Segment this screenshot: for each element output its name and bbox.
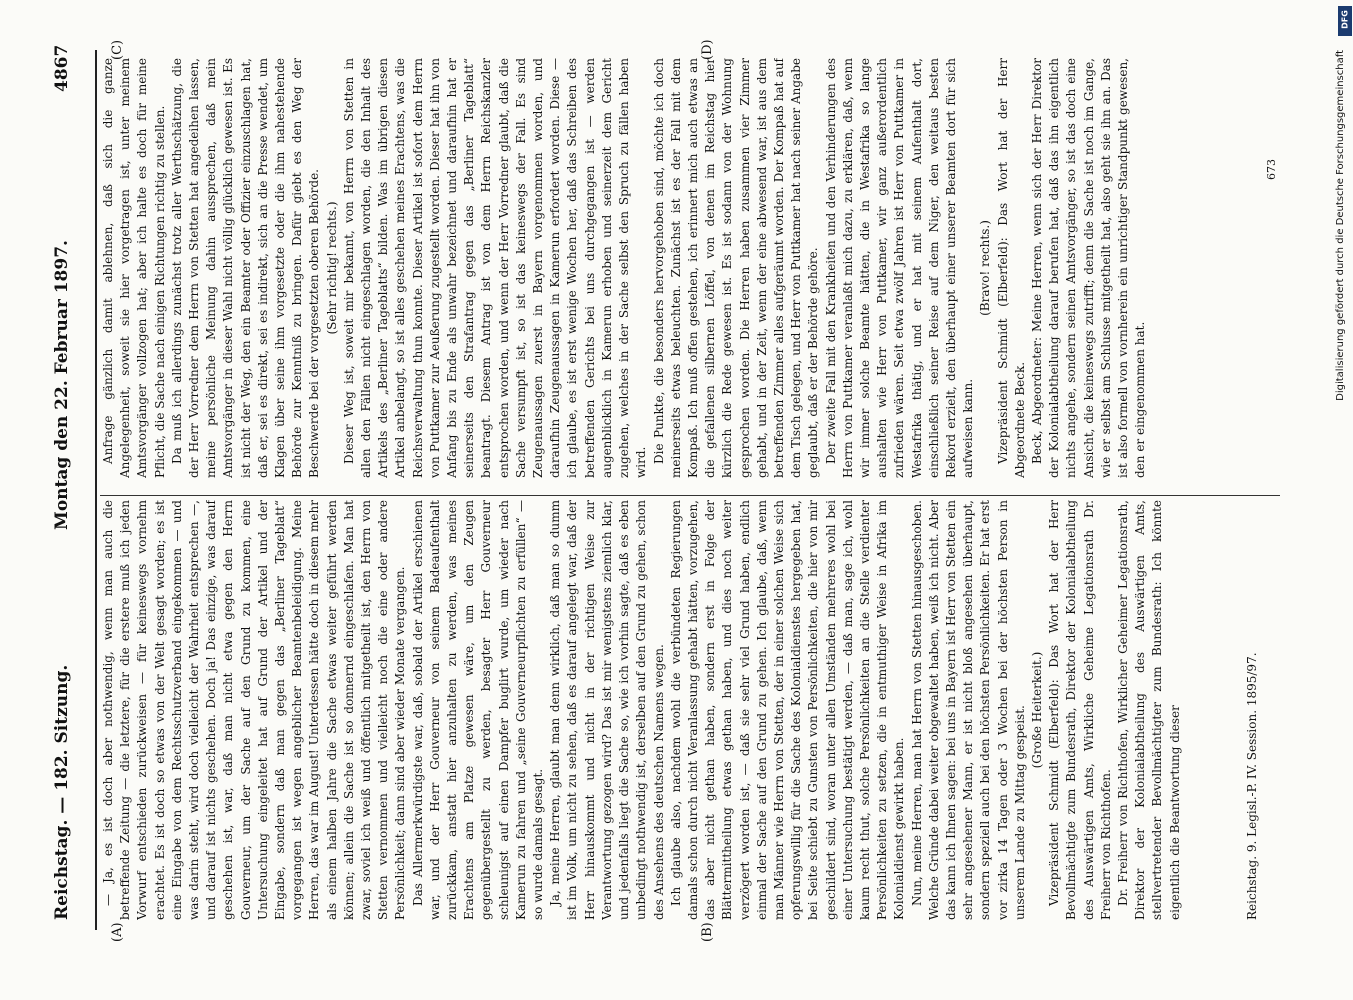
paragraph: Das Allermerkwürdigste war, daß, sobald der Artikel erschienen war, und der Herr Gouverneur von seinem Badeaufenthalt zurückkam, anstatt hier anzuhalten zu werden, was meines Erachtens am Platze gewesen wäre, um den Zeugen gegenübergestellt zu werden, besagter Herr Gouverneur schleunigst auf einen Dampfer buglirt wurde, um wieder nach Kamerun zu fahren und „seine Gouverneurpflichten zu erfüllen“ — so wurde damals gesagt. (410, 500, 546, 920)
paragraph: Beck, Abgeordneter: Meine Herren, wenn sich der Herr Direktor der Kolonialabtheilung darauf berufen hat, daß das ihn eigentlich nichts angehe, sondern seinen Amtsvorgänger, so ist das doch eine Ansicht, die keineswegs zutrifft; denn die Sache ist noch im Gange, wie er selbst am Schlusse mitgetheilt hat, also geht sie ihn an. Das ist also formell von vornherein ein unrichtiger Standpunkt gewesen, den er eingenommen hat. (1029, 58, 1148, 478)
paragraph: Dr. Freiherr von Richthofen, Wirklicher Geheimer Legationsrath, Direktor der Kolonialabtheilung des Auswärtigen Amts, stellvertretender Bevollmächtigter zum Bundesrath: Ich könnte eigentlich die Beantwortung dieser (1115, 500, 1182, 920)
paragraph: Nun, meine Herren, man hat Herrn von Stetten hinausgeschoben. Welche Gründe dabei weiter obgewaltet haben, weiß ich nicht. Aber das kann ich Ihnen sagen: bei uns in Bayern ist Herr von Stetten ein sehr angesehener Mann, er ist nicht bloß angesehen überhaupt, sondern speziell auch bei den höchsten Persönlichkeiten. Er hat erst vor zirka 14 Tagen oder 3 Wochen bei der höchsten Person in unserem Lande zu Mittag gespeist. (909, 500, 1027, 920)
header-rule (95, 50, 97, 930)
paragraph: — Ja, es ist doch aber nothwendig, wenn man auch die betreffende Zeitung — die letztere, für die erstere muß ich jeden Vorwurf entschieden zurückweisen — für keineswegs vornehm erachtet. Es ist doch so etwas von der Welt gesagt worden; es ist eine Eingabe von dem Rechtsschutzverband eingekommen — und was darin steht, wird doch vielleicht der Wahrheit entsprechen —, und darauf ist nichts geschehen. Doch ja! Das einzige, was darauf geschehen ist, war, daß man nicht etwa gegen den Herrn Gouverneur, um der Sache auf den Grund zu kommen, eine Untersuchung eingeleitet hat auf Grund der Artikel und der Eingabe, sondern daß man gegen das „Berliner Tageblatt“ vorgegangen ist wegen angeblicher Beamtenbeleidigung. Meine Herren, das war im August! Unterdessen hätte doch in diesem mehr als einem halben Jahre die Sache etwas weiter geführt werden können; allein die Sache ist so donnernd eingeschlafen. Man hat zwar, soviel ich weiß und öffentlich mitgetheilt ist, den Herrn von Stetten vernommen und vielleicht noch die eine oder andere Persönlichkeit; dann sind aber wieder Monate vergangen. (101, 500, 408, 920)
paragraph: Die Punkte, die besonders hervorgehoben sind, möchte ich doch meinerseits etwas beleuchten. Zunächst ist es der Fall mit dem Kompaß. Ich muß offen gestehen, ich erinnert mich auch etwas an die gefallenen silbernen Löffel, von denen im Reichstag hier kürzlich die Rede gewesen ist. Es ist sodann von der Wohnung gesprochen worden. Die Herren haben zusammen vier Zimmer gehabt, und in der Zeit, wenn der eine abwesend war, ist aus dem betreffenden Zimmer alles aufgeräumt worden. Der Kompaß hat auf dem Tisch gelegen, und Herr von Puttkamer hat nach seiner Angabe geglaubt, daß er der Behörde gehöre. (651, 58, 821, 478)
paragraph: Da muß ich allerdings zunächst trotz aller Werthschätzung, die der Herr Vorredner dem Herrn von Stetten hat angedeihen lassen, meine persönliche Meinung dahin aussprechen, daß mein Amtsvorgänger in dieser Wahl nicht völlig glücklich gewesen ist. Es ist nicht der Weg, den ein Beamter oder Offizier einzuschlagen hat, daß er, sei es direkt, sei es indirekt, sich an die Presse wendet, um Klagen über seine ihm vorgesetzte oder die ihm nahestehende Behörde zur Kenntniß zu bringen. Dafür giebt es den Weg der Beschwerde bei der vorgesetzten oberen Behörde. (169, 58, 322, 478)
paragraph: Anfrage gänzlich damit ablehnen, daß sich die ganze Angelegenheit, soweit sie hier vorgetragen ist, unter meinem Amtsvorgänger vollzogen hat; aber ich halte es doch für meine Pflicht, die Sache nach einigen Richtungen richtig zu stellen. (101, 58, 167, 478)
stage-direction: (Große Heiterkeit.) (1029, 651, 1044, 769)
stage-direction: (Bravo! rechts.) (978, 220, 993, 316)
paragraph: Ja, meine Herren, glaubt man denn wirklich, daß man so dumm ist im Volk, um nicht zu sehen, daß es darauf angelegt war, daß der Herr hinauskommt und nicht in der richtigen Weise zur Verantwortung gezogen wird? Das ist mir wenigstens ziemlich klar, und jedenfalls liegt die Sache so, wie ich vorhin sagte, daß es eben unbedingt nothwendig ist, derselben auf den Grund zu gehen, schon des Ansehens des deutschen Namens wegen. (548, 500, 666, 920)
paragraph: Ich glaube also, nachdem wohl die verbündeten Regierungen damals schon durch nicht Veranlassung gehabt hätten, vorzugehen, das aber nicht gethan haben, sondern erst in Folge der Blättermittheilung etwas gethan haben, und dies noch weiter verzögert worden ist, — daß sie sehr viel Grund haben, endlich einmal der Sache auf den Grund zu gehen. Ich glaube, daß, wenn man Männer wie Herrn von Stetten, der in einer solchen Weise sich opferungswillig für die Sache des Kolonialdienstes hergegeben hat, bei Seite schiebt zu Gunsten von Persönlichkeiten, die hier von mir geschildert sind, woran unter allen Umständen mehreres wohl bei einer Untersuchung bestätigt werden, — daß man, sage ich, wohl kaum recht thut, solche Persönlichkeiten an die Stelle verdienter Persönlichkeiten zu setzen, die in entmuthiger Weise in Afrika im Kolonialdienst gewirkt haben. (668, 500, 907, 920)
running-header-date: Montag den 22. Februar 1897. (52, 240, 72, 530)
paragraph: Dieser Weg ist, soweit mir bekannt, von Herrn von Stetten in allen den Fällen nicht eingeschlagen worden, die den Inhalt des Artikels des „Berliner Tageblatts“ bilden. Was im übrigen diesen Artikel anbelangt, so ist alles geschehen meines Erachtens, was die Reichsverwaltung thun konnte. Dieser Artikel ist sofort dem Herrn von Puttkamer zur Aeußerung zugestellt worden. Dieser hat ihn von Anfang bis zu Ende als unwahr bezeichnet und daraufhin hat er seinerseits den Strafantrag gegen das „Berliner Tageblatt“ beantragt. Diesem Antrag ist von dem Herrn Reichskanzler entsprochen worden, und wenn der Herr Vorredner glaubt, daß die Sache versumpft ist, so ist das keineswegs der Fall. Es sind Zeugenaussagen zuerst in Bayern vorgenommen worden, und daraufhin Zeugenaussagen in Kamerun erfordert worden. Diese — ich glaube, es ist erst wenige Wochen her, daß das Schreiben des betreffenden Gerichts bei uns durchgegangen ist — werden augenblicklich in Kamerun erhoben und seinerzeit dem Gericht zugehen, welches in der Sache selbst den Spruch zu fällen haben wird. (341, 58, 649, 478)
page-footer: Reichstag. 9. Legisl.-P. IV. Session. 1895/97. (1245, 652, 1259, 920)
left-column (100, 500, 1280, 920)
running-header-left: Reichstag. — 182. Sitzung. (52, 664, 72, 920)
margin-mark-c: (C) (110, 39, 125, 60)
margin-mark-a: (A) (110, 922, 125, 942)
paragraph: Der zweite Fall mit den Krankheiten und den Verhinderungen des Herrn von Puttkamer veranlaßt mich dazu, zu erklären, daß, wenn wir immer solche Beamte hätten, die in Westafrika so lange aushalten wie Herr von Puttkamer, wir ganz außerordentlich zufrieden wären. Seit etwa zwölf Jahren ist Herr von Puttkamer in Westafrika thätig, und er hat mit seinem Aufenthalt dort, einschließlich seiner Reise auf dem Niger, den weitaus besten Rekord erzielt, den überhaupt einer unserer Beamten dort für sich aufweisen kann. (823, 58, 976, 478)
right-column (100, 58, 1280, 478)
dfg-logo (1338, 6, 1352, 36)
paragraph: Vizepräsident Schmidt (Elberfeld): Das Wort hat der Herr Bevollmächtigte zum Bundesrath, Direktor der Kolonialabtheilung des Auswärtigen Amts, Wirkliche Geheime Legationsrath Dr. Freiherr von Richthofen. (1047, 500, 1113, 920)
margin-mark-d: (D) (700, 39, 715, 60)
paragraph: Vizepräsident Schmidt (Elberfeld): Das Wort hat der Herr Abgeordnete Beck. (995, 58, 1027, 478)
sheet-number: 673 (1265, 159, 1278, 180)
stage-direction: (Sehr richtig! rechts.) (324, 201, 339, 335)
dfg-logo-text: DFG (1340, 10, 1350, 29)
column-divider (100, 495, 1280, 496)
margin-mark-b: (B) (700, 922, 715, 942)
side-notice (1333, 20, 1349, 980)
funding-notice-text: Digitalisierung gefördert durch die Deutsche Forschungsgemeinschaft (1335, 50, 1346, 401)
page-number: 4867 (52, 44, 72, 92)
